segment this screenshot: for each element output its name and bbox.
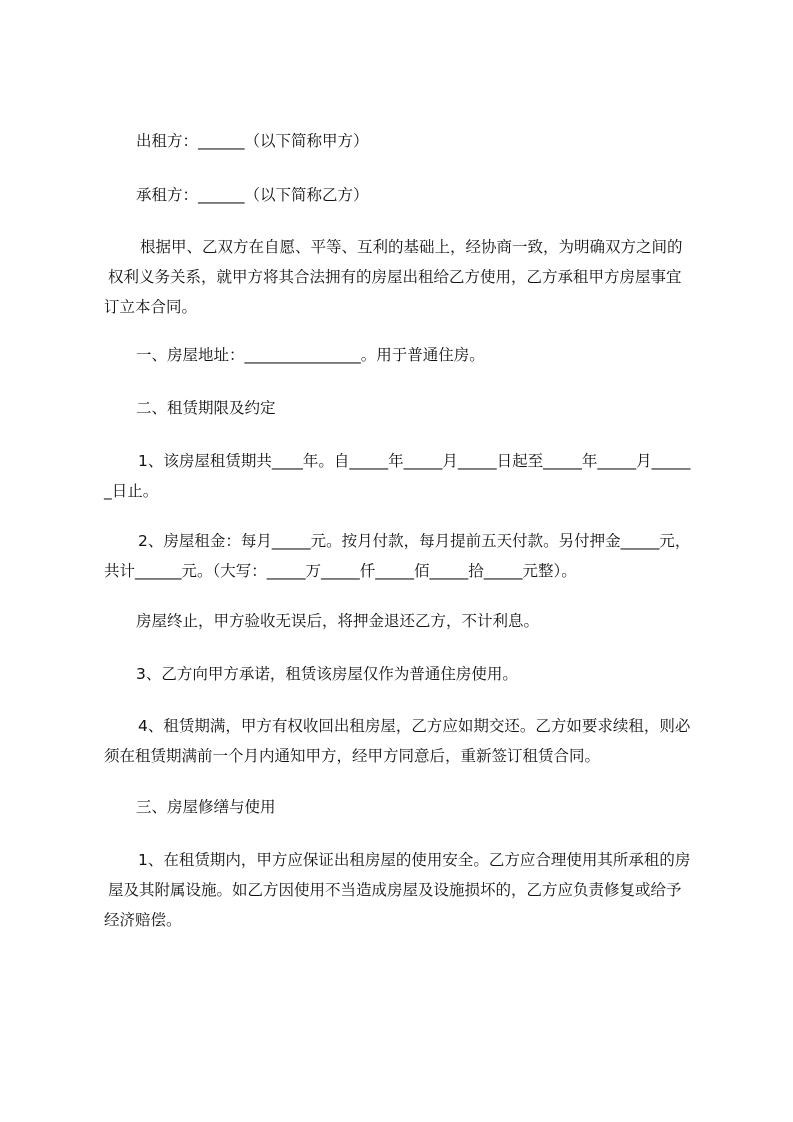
section-2-item-1-line-1: 1、该房屋租赁期共____年。自_____年_____月_____日起至_____年_____月_____ (138, 452, 691, 470)
section-3-title-text: 三、房屋修缮与使用 (136, 798, 276, 816)
deposit-return-text: 房屋终止，甲方验收无误后，将押金退还乙方，不计利息。 (136, 612, 540, 630)
section-2-item-3-text: 3、乙方向甲方承诺，租赁该房屋仅作为普通住房使用。 (136, 665, 518, 683)
section-2-title-text: 二、租赁期限及约定 (136, 399, 276, 417)
lessor-text: 出租方：______（以下简称甲方） (136, 132, 369, 150)
section-3-item-1-line-3: 经济赔偿。 (104, 911, 182, 929)
section-2-item-3 (104, 659, 704, 689)
preamble-paragraph (104, 232, 704, 322)
preamble-line-2: 权利义务关系，就甲方将其合法拥有的房屋出租给乙方使用，乙方承租甲方房屋事宜 (108, 268, 682, 286)
section-3-item-1-line-2: 屋及其附属设施。如乙方因使用不当造成房屋及设施损坏的，乙方应负责修复或给予 (108, 881, 682, 899)
section-2-item-1 (104, 446, 704, 506)
lessee-text: 承租方：______（以下简称乙方） (136, 186, 369, 204)
preamble-line-1: 根据甲、乙双方在自愿、平等、互利的基础上，经协商一致，为明确双方之间的 (140, 238, 683, 256)
lessee-line (104, 180, 704, 210)
section-1-address (104, 340, 704, 370)
deposit-return-paragraph (104, 606, 704, 636)
section-3-item-1 (104, 845, 704, 935)
preamble-line-3: 订立本合同。 (104, 298, 198, 316)
section-2-title (104, 393, 704, 423)
section-3-title (104, 792, 704, 822)
section-2-item-2-line-2: 共计______元。（大写：_____万_____仟_____佰_____拾_____元整）。 (104, 562, 577, 580)
section-2-item-1-line-2: _日止。 (104, 482, 159, 500)
section-2-item-4-line-1: 4、租赁期满，甲方有权收回出租房屋，乙方应如期交还。乙方如要求续租，则必 (138, 717, 691, 735)
lessor-line (104, 126, 704, 156)
section-2-item-2 (104, 526, 704, 586)
section-2-item-4 (104, 711, 704, 771)
section-1-text: 一、房屋地址：_______________。用于普通住房。 (136, 346, 485, 364)
section-3-item-1-line-1: 1、在租赁期内，甲方应保证出租房屋的使用安全。乙方应合理使用其所承租的房 (138, 851, 691, 869)
section-2-item-4-line-2: 须在租赁期满前一个月内通知甲方，经甲方同意后，重新签订租赁合同。 (104, 747, 601, 765)
section-2-item-2-line-1: 2、房屋租金：每月_____元。按月付款，每月提前五天付款。另付押金_____元， (138, 532, 691, 550)
